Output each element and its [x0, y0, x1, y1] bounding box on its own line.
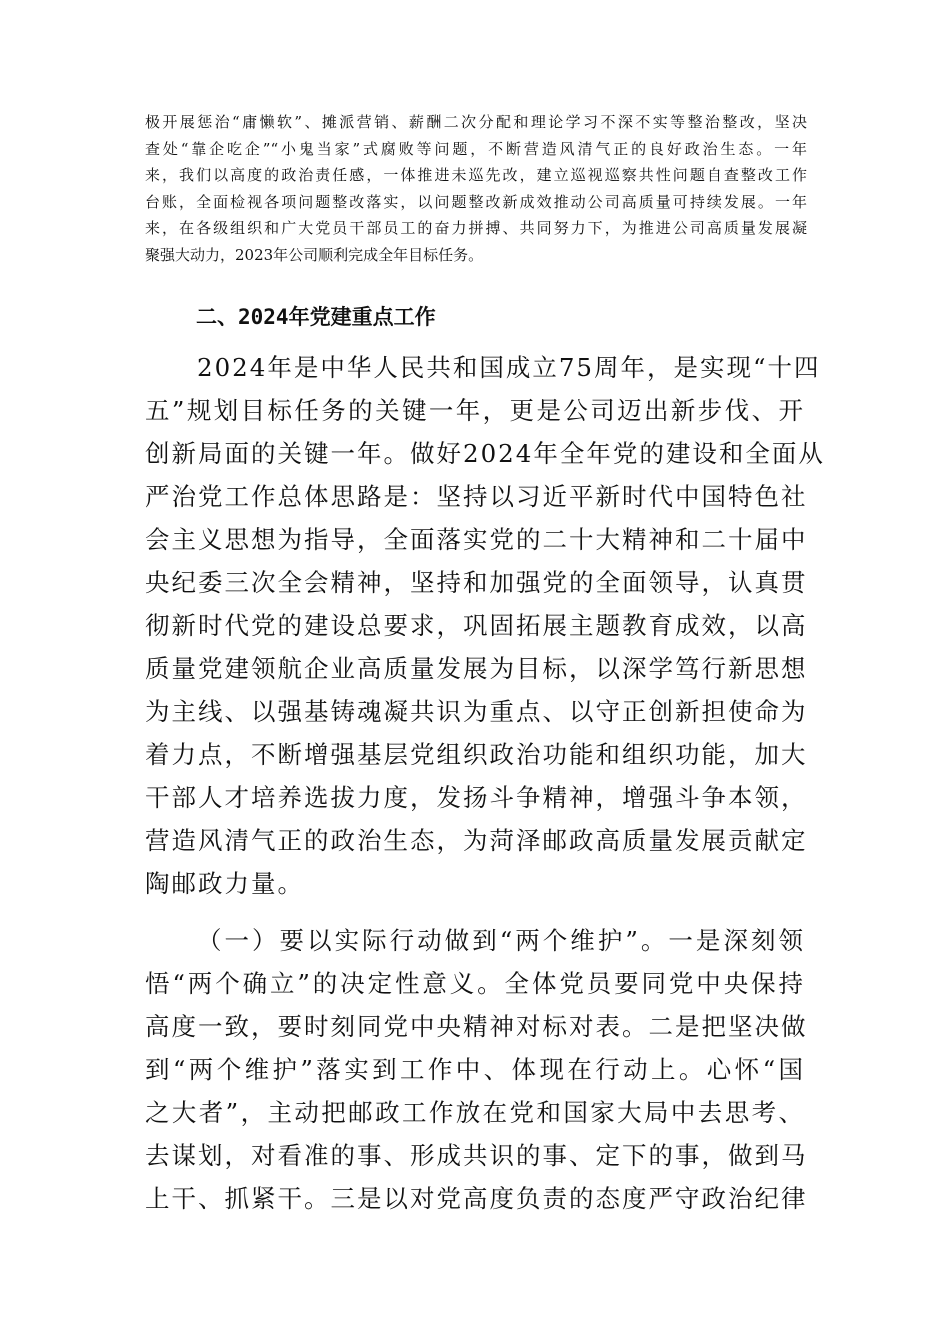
paragraph-line: 质量党建领航企业高质量发展为目标，以深学笃行新思想: [145, 654, 808, 683]
paragraph-line: 五”规划目标任务的关键一年，更是公司迈出新步伐、开: [145, 396, 805, 425]
item-one-paragraph: [145, 919, 808, 1220]
paragraph-line: （一）要以实际行动做到“两个维护”。一是深刻领: [197, 926, 805, 955]
paragraph-line: 干部人才培养选拔力度，发扬斗争精神，增强斗争本领，: [145, 783, 808, 812]
overview-paragraph: [145, 346, 825, 905]
section-heading: 二、2024年党建重点工作: [196, 305, 436, 329]
paragraph-line: 到“两个维护”落实到工作中、体现在行动上。心怀“国: [145, 1055, 805, 1084]
paragraph-line: 彻新时代党的建设总要求，巩固拓展主题教育成效，以高: [145, 611, 808, 640]
paragraph-line: 高度一致，要时刻同党中央精神对标对表。二是把坚决做: [145, 1012, 808, 1041]
paragraph-line: 之大者”，主动把邮政工作放在党和国家大局中去思考、: [145, 1098, 805, 1127]
paragraph-line: 上干、抓紧干。三是以对党高度负责的态度严守政治纪律: [145, 1184, 808, 1213]
paragraph-line: 2024年是中华人民共和国成立75周年，是实现“十四: [197, 353, 821, 382]
paragraph-line: 极开展惩治“庸懒软”、摊派营销、薪酬二次分配和理论学习不深不实等整治整改，坚决: [145, 113, 807, 131]
paragraph-line: 悟“两个确立”的决定性意义。全体党员要同党中央保持: [145, 969, 805, 998]
paragraph-line: 查处“靠企吃企”“小鬼当家”式腐败等问题，不断营造风清气正的良好政治生态。一年: [145, 139, 807, 158]
paragraph-line: 陶邮政力量。: [145, 869, 304, 898]
paragraph-line: 去谋划，对看准的事、形成共识的事、定下的事，做到马: [145, 1141, 808, 1170]
paragraph-line: 为主线、以强基铸魂凝共识为重点、以守正创新担使命为: [145, 697, 808, 726]
paragraph-line: 创新局面的关键一年。做好2024年全年党的建设和全面从: [145, 439, 825, 468]
paragraph-line: 来，我们以高度的政治责任感，一体推进未巡先改，建立巡视巡察共性问题自查整改工作: [145, 166, 807, 184]
paragraph-line: 聚强大动力，2023年公司顺利完成全年目标任务。: [145, 245, 484, 264]
paragraph-line: 着力点，不断增强基层党组织政治功能和组织功能，加大: [145, 740, 808, 769]
paragraph-line: 营造风清气正的政治生态，为菏泽邮政高质量发展贡献定: [145, 826, 808, 855]
paragraph-line: 严治党工作总体思路是：坚持以习近平新时代中国特色社: [145, 482, 808, 511]
paragraph-line: 台账，全面检视各项问题整改落实，以问题整改新成效推动公司高质量可持续发展。一年: [145, 192, 807, 211]
continuation-paragraph: [145, 109, 807, 268]
paragraph-line: 会主义思想为指导，全面落实党的二十大精神和二十届中: [145, 525, 808, 554]
paragraph-line: 央纪委三次全会精神，坚持和加强党的全面领导，认真贯: [145, 568, 808, 597]
paragraph-line: 来，在各级组织和广大党员干部员工的奋力拼搏、共同努力下，为推进公司高质量发展凝: [145, 219, 807, 237]
